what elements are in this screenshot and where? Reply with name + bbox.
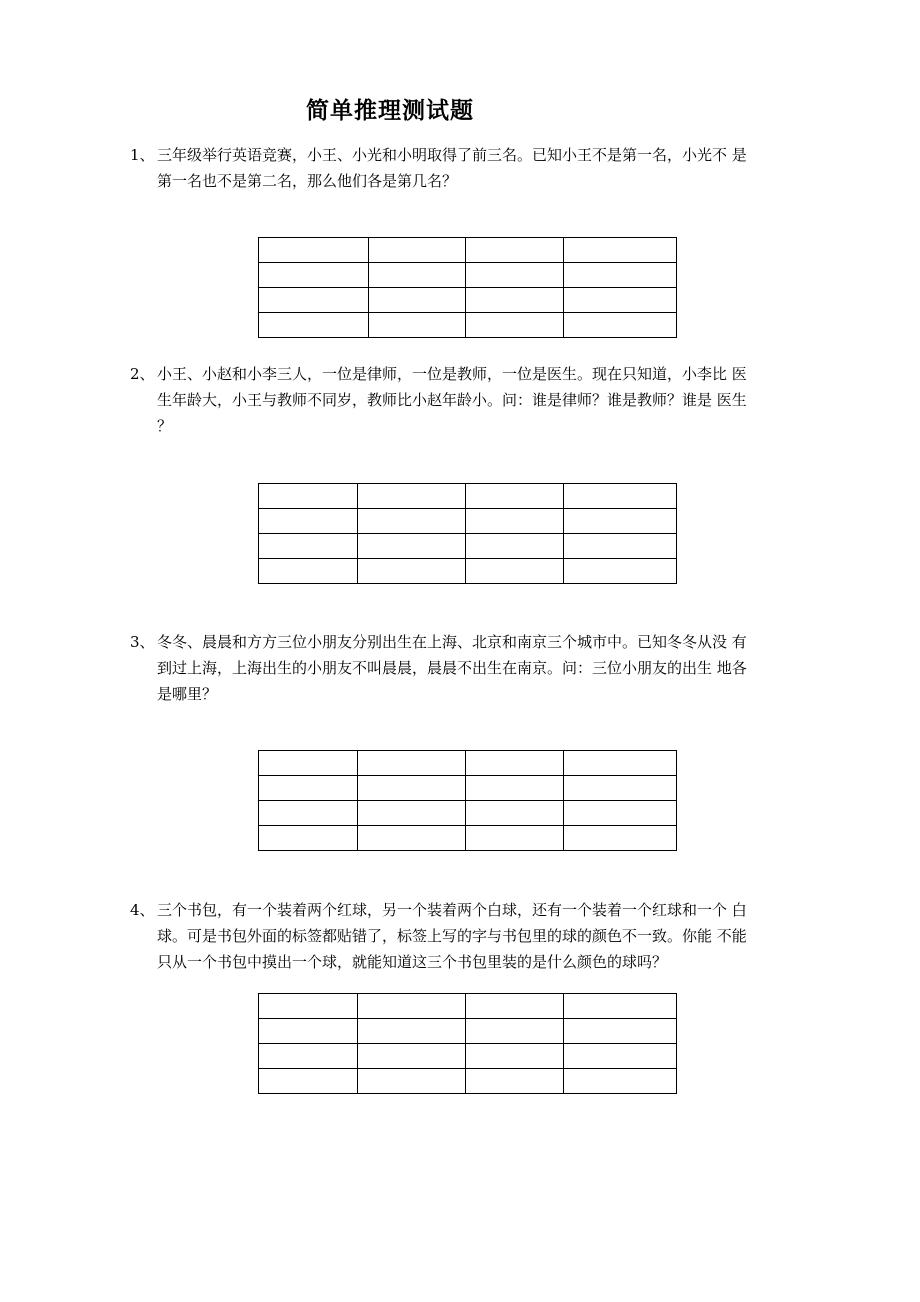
question-number: 3、 <box>130 633 155 651</box>
table-cell <box>466 801 564 826</box>
question-text: 只从一个书包中摸出一个球，就能知道这三个书包里装的是什么颜色的球吗？ <box>157 953 668 971</box>
question-1 <box>130 142 806 194</box>
table-row <box>259 776 677 801</box>
table-cell <box>466 263 564 288</box>
table-cell <box>564 534 677 559</box>
question-2 <box>130 361 806 439</box>
table-cell <box>358 826 466 851</box>
question-4 <box>130 897 806 975</box>
table-cell <box>466 313 564 338</box>
table-cell <box>564 559 677 584</box>
table-cell <box>369 238 466 263</box>
question-number: 4、 <box>130 901 155 919</box>
table-cell <box>564 509 677 534</box>
question-text: 是哪里？ <box>157 685 218 703</box>
table-cell <box>466 534 564 559</box>
table-row <box>259 1069 677 1094</box>
question-number: 2、 <box>130 365 155 383</box>
table-cell <box>358 484 466 509</box>
table-cell <box>564 238 677 263</box>
table-cell <box>259 1019 358 1044</box>
question-text: 生年龄大，小王与教师不同岁，教师比小赵年龄小。问：谁是律师？谁是教师？谁是 医生 <box>157 391 747 409</box>
table-cell <box>259 751 358 776</box>
table-cell <box>564 1069 677 1094</box>
table-cell <box>466 559 564 584</box>
table-cell <box>466 509 564 534</box>
table-row <box>259 288 677 313</box>
table-cell <box>466 751 564 776</box>
table-cell <box>564 776 677 801</box>
table-cell <box>466 1019 564 1044</box>
table-cell <box>259 826 358 851</box>
question-text: 小王、小赵和小李三人，一位是律师，一位是教师，一位是医生。现在只知道，小李比 医 <box>157 365 747 383</box>
table-row <box>259 313 677 338</box>
question-text: 三个书包，有一个装着两个红球，另一个装着两个白球，还有一个装着一个红球和一个 白 <box>157 901 747 919</box>
table-cell <box>259 559 358 584</box>
table-cell <box>259 509 358 534</box>
table-cell <box>259 313 369 338</box>
table-cell <box>564 288 677 313</box>
table-cell <box>466 1044 564 1069</box>
question-text: 第一名也不是第二名，那么他们各是第几名？ <box>157 172 458 190</box>
table-row <box>259 238 677 263</box>
table-row <box>259 534 677 559</box>
table-cell <box>466 826 564 851</box>
table-cell <box>564 1019 677 1044</box>
table-cell <box>369 263 466 288</box>
table-cell <box>466 238 564 263</box>
table-cell <box>259 534 358 559</box>
table-cell <box>358 751 466 776</box>
table-cell <box>564 263 677 288</box>
table-cell <box>259 484 358 509</box>
table-cell <box>259 1069 358 1094</box>
table-cell <box>369 288 466 313</box>
table-cell <box>564 1044 677 1069</box>
table-cell <box>564 801 677 826</box>
table-row <box>259 1044 677 1069</box>
table-cell <box>358 534 466 559</box>
table-row <box>259 1019 677 1044</box>
table-row <box>259 509 677 534</box>
table-cell <box>466 1069 564 1094</box>
table-cell <box>466 994 564 1019</box>
table-cell <box>259 776 358 801</box>
table-cell <box>358 994 466 1019</box>
question-text: 三年级举行英语竞赛，小王、小光和小明取得了前三名。已知小王不是第一名，小光不 是 <box>157 146 747 164</box>
table-cell <box>358 559 466 584</box>
table-cell <box>358 1019 466 1044</box>
table-row <box>259 994 677 1019</box>
answer-grid-3 <box>258 750 677 851</box>
table-cell <box>466 288 564 313</box>
answer-grid-2 <box>258 483 677 584</box>
page-title: 简单推理测试题 <box>306 97 474 124</box>
table-row <box>259 263 677 288</box>
table-cell <box>259 263 369 288</box>
table-row <box>259 801 677 826</box>
table-cell <box>259 994 358 1019</box>
table-cell <box>259 801 358 826</box>
table-cell <box>259 238 369 263</box>
table-cell <box>259 288 369 313</box>
table-cell <box>259 1044 358 1069</box>
table-cell <box>466 484 564 509</box>
table-row <box>259 484 677 509</box>
question-3 <box>130 629 806 707</box>
table-row <box>259 559 677 584</box>
answer-grid-4 <box>258 993 677 1094</box>
table-cell <box>466 776 564 801</box>
table-cell <box>564 826 677 851</box>
table-row <box>259 751 677 776</box>
answer-grid-1 <box>258 237 677 338</box>
table-cell <box>564 484 677 509</box>
table-row <box>259 826 677 851</box>
table-cell <box>564 313 677 338</box>
table-cell <box>358 1044 466 1069</box>
question-text: ？ <box>157 417 173 435</box>
table-cell <box>358 776 466 801</box>
table-cell <box>564 751 677 776</box>
table-cell <box>358 801 466 826</box>
question-text: 冬冬、晨晨和方方三位小朋友分别出生在上海、北京和南京三个城市中。已知冬冬从没 有 <box>157 633 747 651</box>
question-text: 到过上海，上海出生的小朋友不叫晨晨，晨晨不出生在南京。问：三位小朋友的出生 地各 <box>157 659 747 677</box>
question-text: 球。可是书包外面的标签都贴错了，标签上写的字与书包里的球的颜色不一致。你能 不能 <box>157 927 747 945</box>
table-cell <box>358 1069 466 1094</box>
question-number: 1、 <box>130 146 155 164</box>
table-cell <box>358 509 466 534</box>
table-cell <box>369 313 466 338</box>
table-cell <box>564 994 677 1019</box>
